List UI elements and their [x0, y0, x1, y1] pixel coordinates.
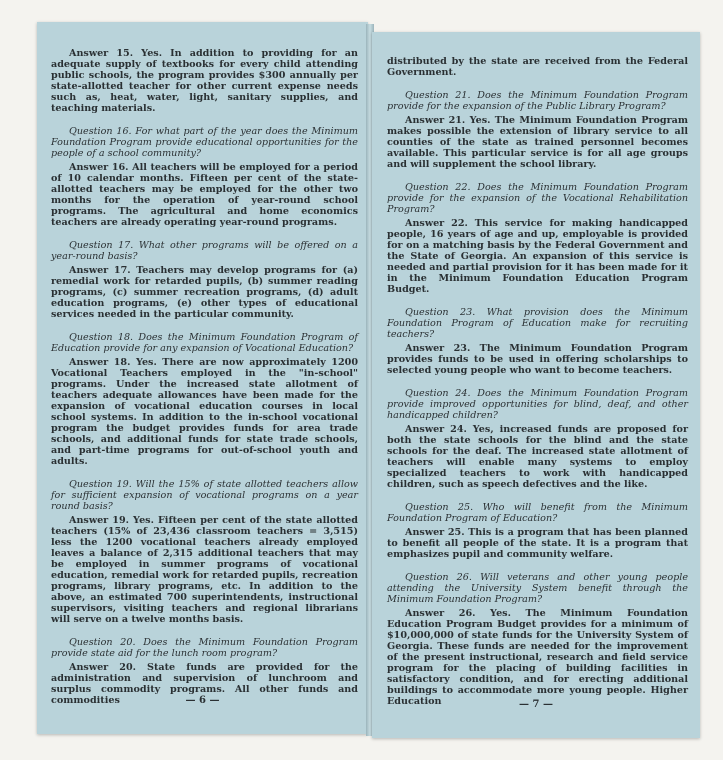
qa-16 — [51, 126, 358, 228]
qa-26 — [387, 572, 688, 707]
answer-18: Answer 18. Yes. There are now approximately 1200 Vocational Teachers employed in the "in-school" programs. Under the increased state allotment of teachers adequate allowances have been made for the expansion of vocational education courses in local school systems. In addition to the in-school vocational program the budget provides funds for area trade schools, and additional funds for state trade schools, and part-time programs for out-of-school youth and adults. — [51, 357, 358, 467]
question-18: Question 18. Does the Minimum Foundation Program of Education provide for any expansion of Vocational Education? — [51, 332, 358, 354]
answer-23: Answer 23. The Minimum Foundation Program provides funds to be used in offering scholarships to selected young people who want to become teachers. — [387, 343, 688, 376]
qa-24 — [387, 388, 688, 490]
qa-22 — [387, 182, 688, 295]
qa-19 — [51, 479, 358, 625]
left-page — [37, 22, 368, 734]
qa-21 — [387, 90, 688, 170]
question-20: Question 20. Does the Minimum Foundation Program provide state aid for the lunch room program? — [51, 637, 358, 659]
qa-18 — [51, 332, 358, 467]
right-page — [372, 32, 700, 738]
question-16: Question 16. For what part of the year does the Minimum Foundation Program provide educational opportunities for the people of a school community? — [51, 126, 358, 159]
question-23: Question 23. What provision does the Minimum Foundation Program of Education make for recruiting teachers? — [387, 307, 688, 340]
answer-26: Answer 26. Yes. The Minimum Foundation Education Program Budget provides for a minimum of $10,000,000 of state funds for the University System of Georgia. These funds are needed for the improvement of the present instructional, research and field service program for the placing of building facilities in satisfactory condition, and for erecting additional buildings to accommodate more young people. Higher Education — [387, 608, 688, 707]
question-25: Question 25. Who will benefit from the Minimum Foundation Program of Education? — [387, 502, 688, 524]
answer-24: Answer 24. Yes, increased funds are proposed for both the state schools for the blind and the state schools for the deaf. The increased state allotment of teachers will enable many systems to employ specialized teachers to work with handicapped children, such as speech defectives and the like. — [387, 424, 688, 490]
answer-15: Answer 15. Yes. In addition to providing for an adequate supply of textbooks for every child attending public schools, the program provides $300 annually per state-allotted teacher for other current expense needs such as, heat, water, light, sanitary supplies, and teaching materials. — [51, 48, 358, 114]
page-number-left: — 6 — — [185, 695, 220, 706]
question-22: Question 22. Does the Minimum Foundation Program provide for the expansion of the Vocational Rehabilitation Program? — [387, 182, 688, 215]
answer-19: Answer 19. Yes. Fifteen per cent of the state allotted teachers (15% of 23,436 classroom teachers = 3,515) less the 1200 vocational teachers already employed leaves a balance of 2,315 additional teachers that may be employed in summer programs of vocational education, remedial work for retarded pupils, recreation programs, library programs, etc. In addition to the above, an estimated 700 superintendents, instructional supervisors, visiting teachers and regional librarians will serve on a twelve months basis. — [51, 515, 358, 625]
answer-25: Answer 25. This is a program that has been planned to benefit all people of the state. It is a program that emphasizes pupil and community welfare. — [387, 527, 688, 560]
question-26: Question 26. Will veterans and other young people attending the University System benefit through the Minimum Foundation Program? — [387, 572, 688, 605]
answer-16: Answer 16. All teachers will be employed for a period of 10 calendar months. Fifteen per cent of the state-allotted teachers may be employed for the other two months for the operation of year-round school programs. The agricultural and home economics teachers are already operating year-round programs. — [51, 162, 358, 228]
question-19: Question 19. Will the 15% of state allotted teachers allow for sufficient expansion of vocational programs on a year round basis? — [51, 479, 358, 512]
answer-22: Answer 22. This service for making handicapped people, 16 years of age and up, employable is provided for on a matching basis by the Federal Government and the State of Georgia. An expansion of this service is needed and partial provision for it has been made for it in the Minimum Foundation Education Program Budget. — [387, 218, 688, 295]
qa-23 — [387, 307, 688, 376]
question-21: Question 21. Does the Minimum Foundation Program provide for the expansion of the Public Library Program? — [387, 90, 688, 112]
answer-15-block — [51, 48, 358, 114]
question-17: Question 17. What other programs will be offered on a year-round basis? — [51, 240, 358, 262]
answer-20: Answer 20. State funds are provided for the administration and supervision of lunchroom and surplus commodity programs. All other funds and commodities — [51, 662, 358, 706]
question-24: Question 24. Does the Minimum Foundation Program provide improved opportunities for blind, deaf, and other handicapped children? — [387, 388, 688, 421]
answer-17: Answer 17. Teachers may develop programs for (a) remedial work for retarded pupils, (b) summer reading programs, (c) summer recreation programs, (d) adult education programs, (e) other types of educational services needed in the particular community. — [51, 265, 358, 320]
qa-17 — [51, 240, 358, 320]
page-number-right: — 7 — — [519, 699, 553, 710]
answer-21: Answer 21. Yes. The Minimum Foundation Program makes possible the extension of library service to all counties of the state as trained personnel becomes available. This particular service is for all age groups and will supplement the school library. — [387, 115, 688, 170]
qa-25 — [387, 502, 688, 560]
continued-text: distributed by the state are received from the Federal Government. — [387, 56, 688, 78]
